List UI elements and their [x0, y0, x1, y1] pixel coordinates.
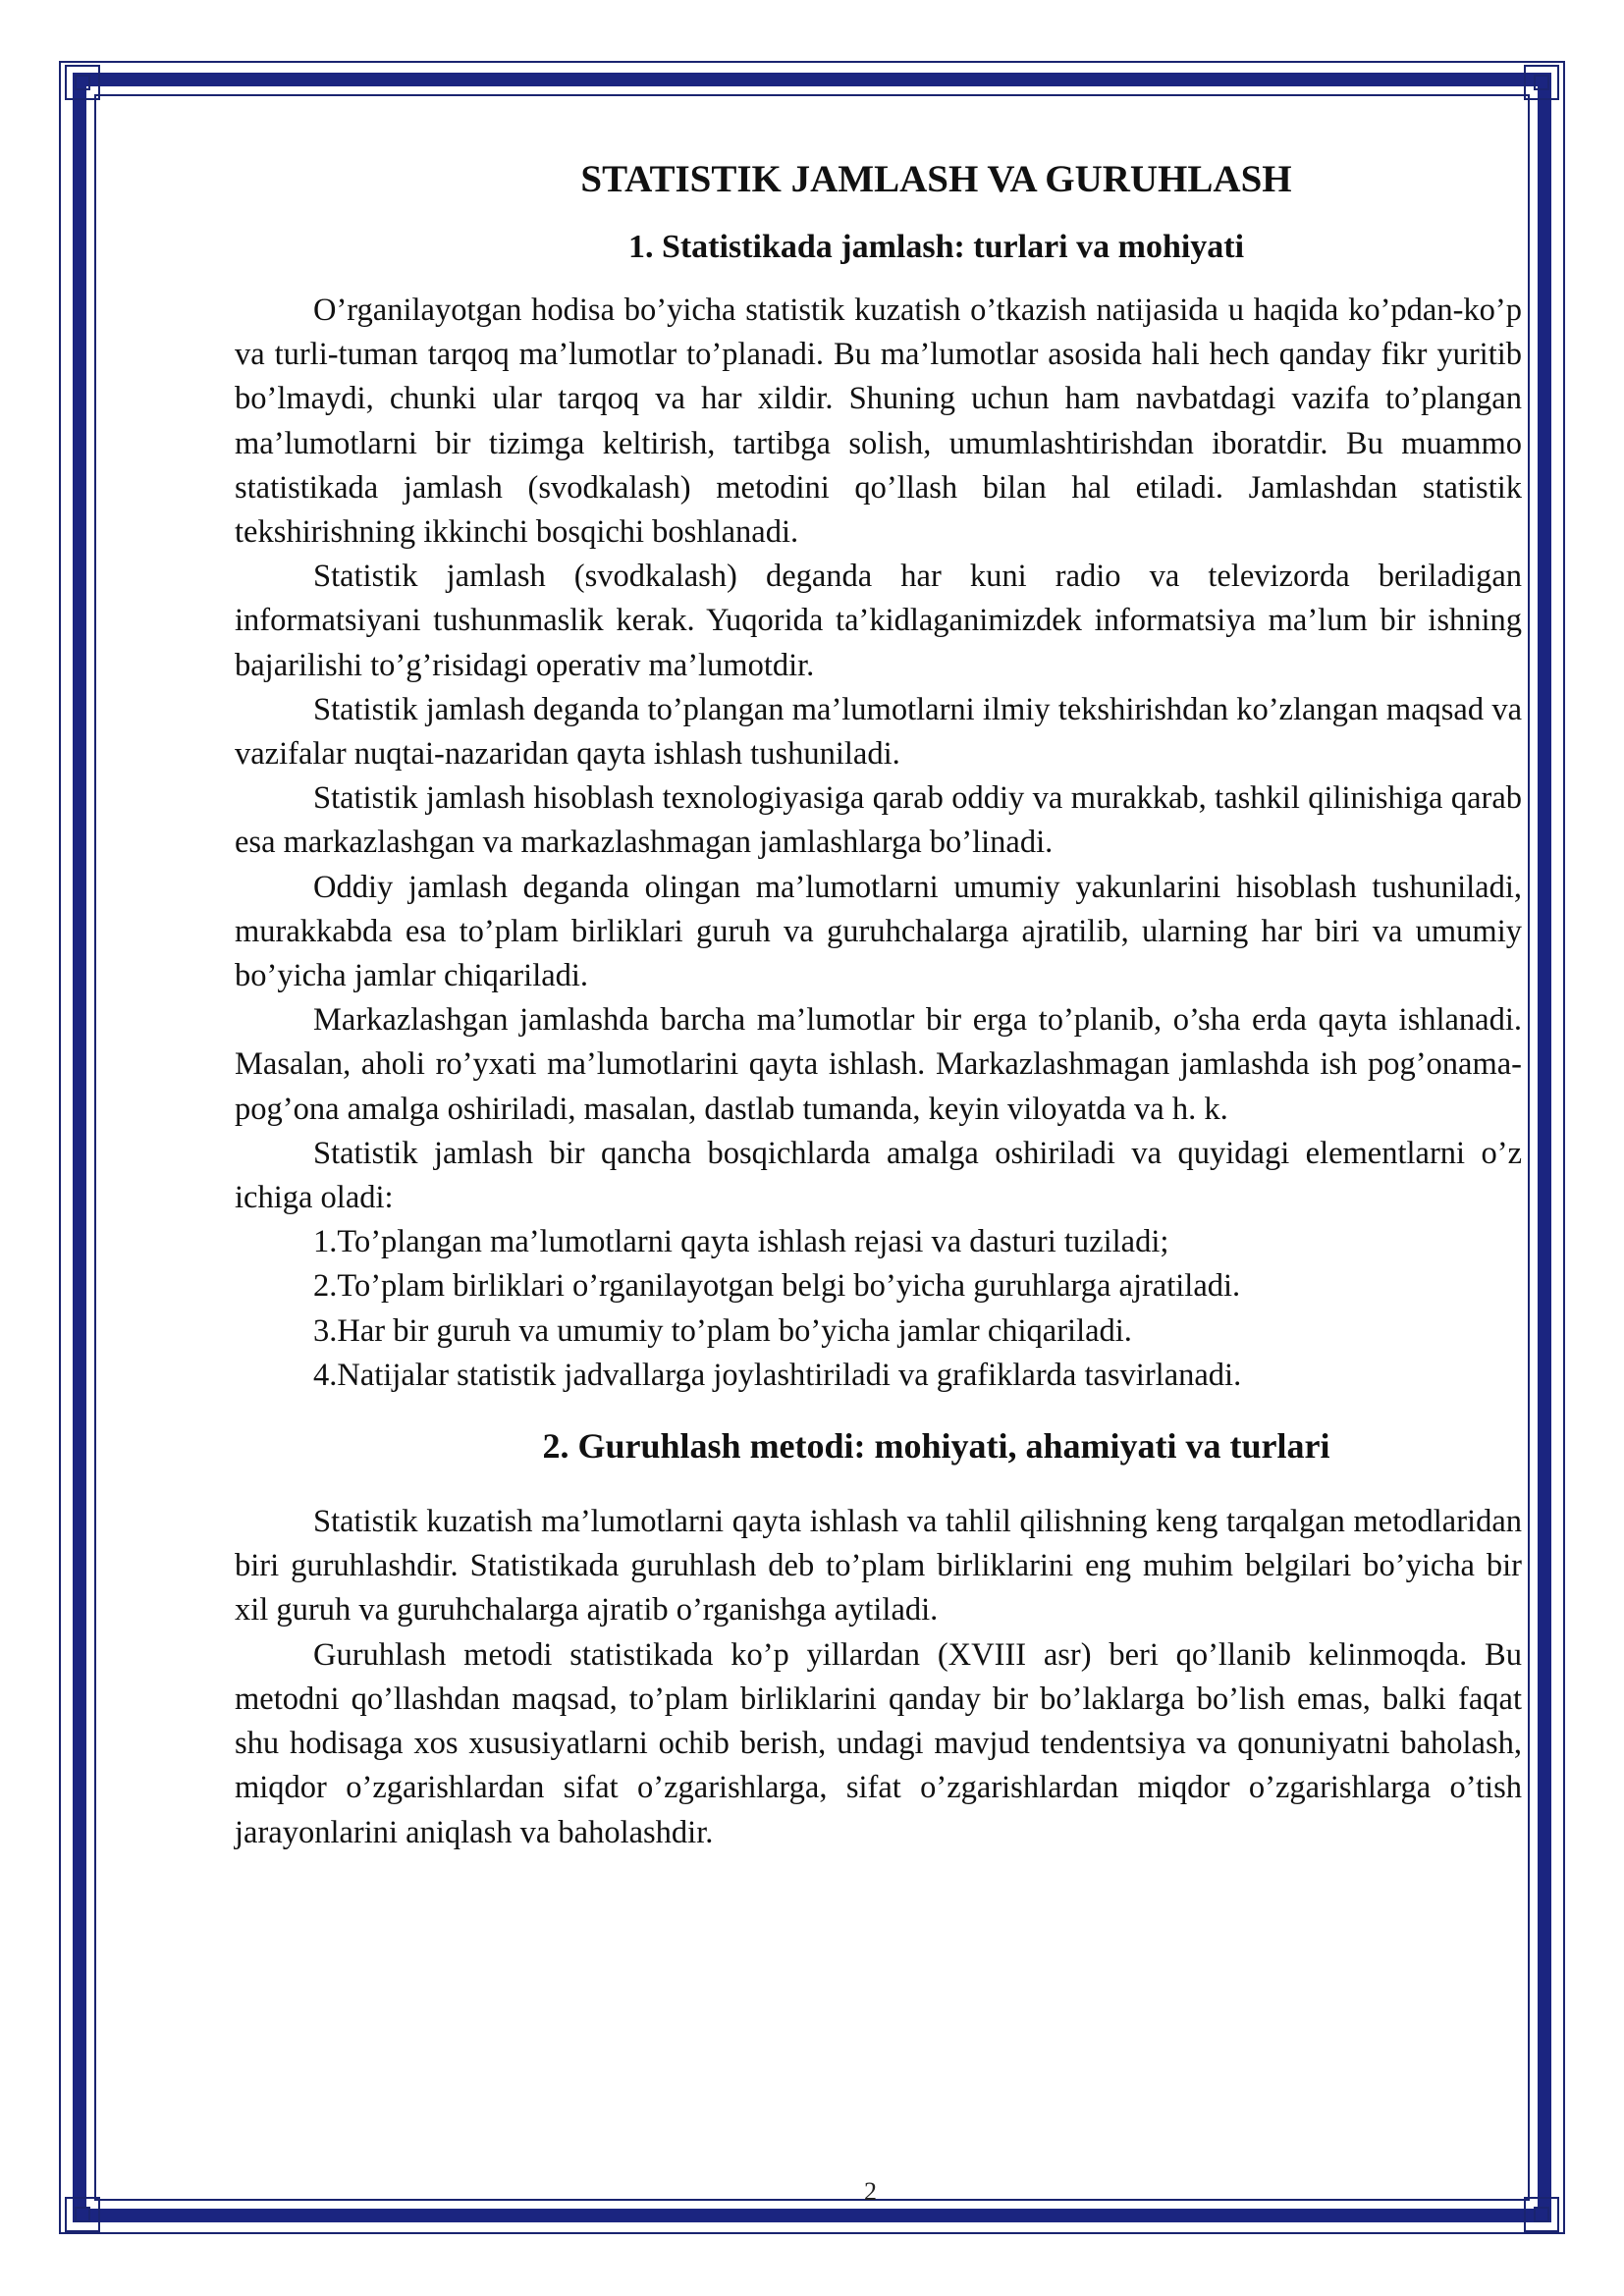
list-item: 1.To’plangan ma’lumotlarni qayta ishlash rejasi va dasturi tuziladi; [313, 1224, 1169, 1260]
paragraph: Statistik jamlash bir qancha bosqichlarda amalga oshiriladi va quyidagi elementlarni o’z ichiga oladi: [235, 1135, 1522, 1216]
corner-ornament-bottom-left [65, 2197, 100, 2232]
document-title: STATISTIK JAMLASH VA GURUHLASH [580, 158, 1292, 200]
corner-ornament-bottom-right [1524, 2197, 1559, 2232]
paragraph: Guruhlash metodi statistikada ko’p yillardan (XVIII asr) beri qo’llanib kelinmoqda. Bu metodni qo’llashdan maqsad, to’plam birliklarini qanday bir bo’laklarga bo’lish emas, balki faqat shu hodisaga xos xususiyatlarni ochib berish, undagi mavjud tendentsiya va qonuniyatni baholash, miqdor o’zgarishlardan sifat o’zgarishlarga, sifat o’zgarishlardan miqdor o’zgarishlarga o’tish jarayonlarini aniqlash va baholashdir. [235, 1636, 1522, 1850]
paragraph: Statistik jamlash (svodkalash) deganda har kuni radio va televizorda beriladigan informatsiyani tushunmaslik kerak. Yuqorida ta’kidlaganimizdek informatsiya ma’lum bir ishning bajarilishi to’g’risidagi operativ ma’lumotdir. [235, 559, 1522, 683]
section-1-body [235, 289, 1522, 1398]
page-content [235, 147, 1522, 1855]
corner-ornament-top-left [65, 65, 100, 100]
list-item: 2.To’plam birliklari o’rganilayotgan belgi bo’yicha guruhlarga ajratiladi. [313, 1268, 1241, 1305]
list-item: 4.Natijalar statistik jadvallarga joylashtiriladi va grafiklarda tasvirlanadi. [313, 1357, 1242, 1393]
section-1-heading: 1. Statistikada jamlash: turlari va mohiyati [627, 229, 1245, 265]
page-number: 2 [864, 2177, 877, 2206]
paragraph: Statistik jamlash deganda to’plangan ma’lumotlarni ilmiy tekshirishdan ko’zlangan maqsad va vazifalar nuqtai-nazaridan qayta ishlash tushuniladi. [235, 691, 1522, 773]
paragraph: O’rganilayotgan hodisa bo’yicha statistik kuzatish o’tkazish natijasida u haqida ko’pdan-ko’p va turli-tuman tarqoq ma’lumotlar to’planadi. Bu ma’lumotlar asosida hali hech qanday fikr yuritib bo’lmaydi, chunki ular tarqoq va har xildir. Shuning uchun ham navbatdagi vazifa to’plangan ma’lumotlarni bir tizimga keltirish, tartibga solish, umumlashtirishdan iboratdir. Bu muammo statistikada jamlash (svodkalash) metodini qo’llash bilan hal etiladi. Jamlashdan statistik tekshirishning ikkinchi bosqichi boshlanadi. [235, 293, 1522, 551]
paragraph: Oddiy jamlash deganda olingan ma’lumotlarni umumiy yakunlarini hisoblash tushuniladi, murakkabda esa to’plam birliklari guruh va guruhchalarga ajratilib, ularning har biri va umumiy bo’yicha jamlar chiqariladi. [235, 869, 1522, 994]
corner-ornament-top-right [1524, 65, 1559, 100]
paragraph: Statistik kuzatish ma’lumotlarni qayta ishlash va tahlil qilishning keng tarqalgan metodlaridan biri guruhlashdir. Statistikada guruhlash deb to’plam birliklarini eng muhim belgilari bo’yicha bir xil guruh va guruhchalarga ajratib o’rganishga aytiladi. [235, 1504, 1522, 1629]
section-2-body [235, 1500, 1522, 1855]
paragraph: Markazlashgan jamlashda barcha ma’lumotlar bir erga to’planib, o’sha erda qayta ishlanadi. Masalan, aholi ro’yxati ma’lumotlarini qayta ishlash. Markazlashmagan jamlashda ish pog’onama-pog’ona amalga oshiriladi, masalan, dastlab tumanda, keyin viloyatda va h. k. [235, 1002, 1522, 1127]
list-item: 3.Har bir guruh va umumiy to’plam bo’yicha jamlar chiqariladi. [313, 1312, 1132, 1349]
section-2-heading: 2. Guruhlash metodi: mohiyati, ahamiyati va turlari [542, 1426, 1330, 1467]
paragraph: Statistik jamlash hisoblash texnologiyasiga qarab oddiy va murakkab, tashkil qilinishiga qarab esa markazlashgan va markazlashmagan jamlashlarga bo’linadi. [235, 780, 1522, 861]
